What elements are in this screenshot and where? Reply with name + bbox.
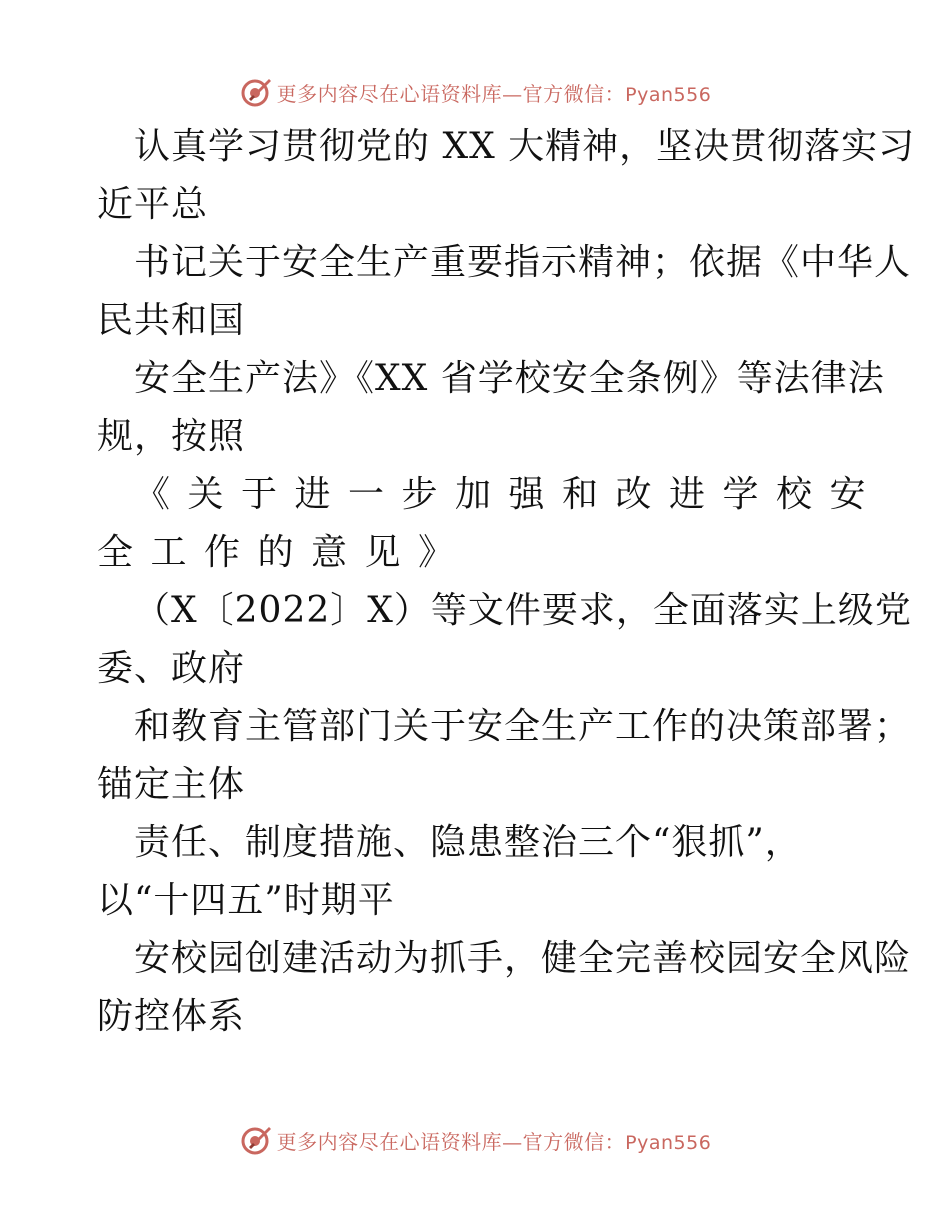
paragraph-7-line-1: 责任、制度措施、隐患整治三个“狠抓”， [134,822,802,863]
paragraph-2-line-1: 书记关于安全生产重要指示精神；依据《中华人 [134,242,912,283]
watermark-text: 更多内容尽在心语资料库—官方微信：Pyan556 [276,1129,712,1154]
paragraph-3-line-2: 规，按照 [97,416,246,457]
paragraph-7-line-2: 以“十四五”时期平 [97,880,395,921]
paragraph-6-line-2: 锚定主体 [97,764,246,805]
paragraph-6-line-1: 和教育主管部门关于安全生产工作的决策部署； [134,706,912,747]
paragraph-1-line-1: 认真学习贯彻党的 XX 大精神，坚决贯彻落实习 [134,126,916,167]
paragraph-4-line-2: 全工作的意见》 [97,532,472,573]
footer-watermark [0,1120,950,1160]
paragraph-1-line-2: 近平总 [97,184,209,225]
paragraph-4-line-1: 《关于进一步加强和改进学校安 [134,474,884,515]
pen-logo-icon [239,1123,273,1157]
paragraph-8-line-1: 安校园创建活动为抓手，健全完善校园安全风险 [134,938,912,979]
paragraph-5-line-2: 委、政府 [97,648,246,689]
paragraph-8-line-2: 防控体系 [97,996,246,1037]
pen-logo-icon [239,75,273,109]
paragraph-3-line-1: 安全生产法》《XX 省学校安全条例》等法律法 [134,358,885,399]
paragraph-2-line-2: 民共和国 [97,300,246,341]
header-watermark [0,72,950,112]
watermark-text: 更多内容尽在心语资料库—官方微信：Pyan556 [276,81,712,106]
document-body [97,118,916,1046]
paragraph-5-line-1: （X〔2022〕X）等文件要求，全面落实上级党 [134,590,912,631]
